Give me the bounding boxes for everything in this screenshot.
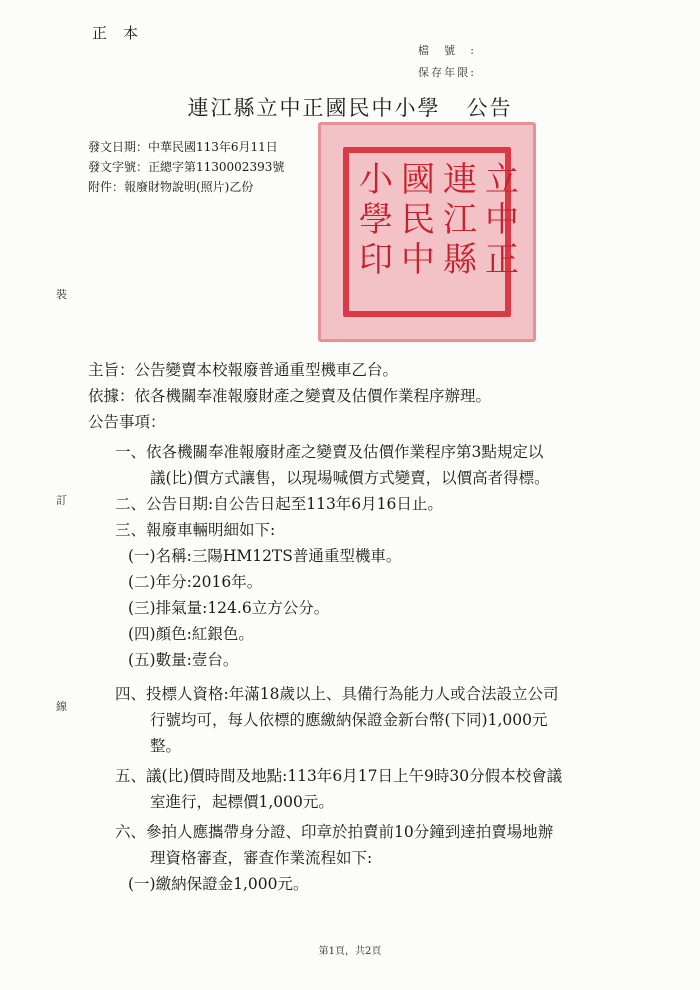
item-4-line-3: 整。 [150,737,182,755]
item-2: 二、公告日期:自公告日起至113年6月16日止。 [115,495,443,513]
seal-glyph: 中 [401,240,435,280]
item-6-sub-1: (一)繳納保證金1,000元。 [128,875,309,893]
item-6-line-2: 理資格審查，審查作業流程如下: [150,849,373,867]
retention-period-label: 保存年限: [418,66,474,79]
document-number: 發文字號：正總字第1130002393號 [88,160,285,174]
seal-glyph: 江 [443,200,477,240]
seal-glyph: 印 [359,240,393,280]
item-6-line-1: 六、參拍人應攜帶身分證、印章於拍賣前10分鐘到達拍賣場地辦 [115,823,554,841]
item-3: 三、報廢車輛明細如下: [115,521,276,539]
official-seal [318,122,536,342]
item-3-sub-5: (五)數量:壹台。 [128,651,239,669]
items-heading: 公告事項： [88,413,166,431]
seal-glyph: 小 [359,160,393,200]
page-number: 第1頁，共2頁 [318,946,382,957]
seal-glyph: 中 [485,200,519,240]
seal-glyph: 連 [443,160,477,200]
attachment-note: 附件：報廢財物說明(照片)乙份 [88,180,254,194]
archive-number-label: 檔號: [418,44,474,57]
issuing-organization: 連江縣立中正國民中小學 [187,96,441,120]
seal-glyph: 正 [485,240,519,280]
document-type: 公告 [466,96,513,120]
item-1-line-2: 議(比)價方式讓售，以現場喊價方式變賣，以價高者得標。 [150,469,550,487]
item-5-line-2: 室進行，起標價1,000元。 [150,793,334,811]
subject-line: 主旨：公告變賣本校報廢普通重型機車乙台。 [88,361,399,379]
item-1-line-1: 一、依各機關奉准報廢財產之變賣及估價作業程序第3點規定以 [115,443,544,461]
binding-mark-xian: 線 [56,700,67,713]
basis-line: 依據：依各機關奉准報廢財產之變賣及估價作業程序辦理。 [88,387,492,405]
item-4-line-1: 四、投標人資格:年滿18歲以上、具備行為能力人或合法設立公司 [115,685,559,703]
seal-glyph: 國 [401,160,435,200]
seal-glyph: 縣 [443,240,477,280]
seal-glyph: 民 [401,200,435,240]
issue-date: 發文日期：中華民國113年6月11日 [88,140,278,154]
item-4-line-2: 行號均可，每人依標的應繳納保證金新台幣(下同)1,000元 [150,711,548,729]
binding-mark-zhuang: 裝 [56,288,67,301]
item-3-sub-2: (二)年分:2016年。 [128,573,263,591]
document-title [0,92,700,122]
binding-mark-ding: 訂 [56,494,67,507]
item-3-sub-3: (三)排氣量:124.6立方公分。 [128,599,330,617]
item-3-sub-4: (四)顏色:紅銀色。 [128,625,254,643]
item-5-line-1: 五、議(比)價時間及地點:113年6月17日上午9時30分假本校會議 [115,767,563,785]
seal-glyph: 學 [359,200,393,240]
seal-glyph: 立 [485,160,519,200]
copy-mark: 正本 [92,24,155,42]
item-3-sub-1: (一)名稱:三陽HM12TS普通重型機車。 [128,547,402,565]
